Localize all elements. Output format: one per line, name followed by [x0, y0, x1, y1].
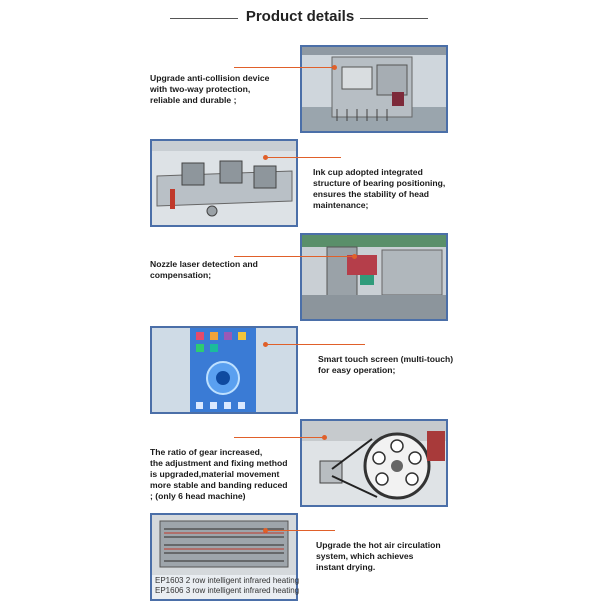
feature-text-touch-screen: Smart touch screen (multi-touch) for easy operation;: [318, 354, 454, 375]
connector-dot-4: [263, 342, 268, 347]
connector-dot-5: [322, 435, 327, 440]
infrared-label-ep1603: EP1603 2 row intelligent infrared heating: [155, 576, 300, 585]
connector-line-5: [234, 437, 324, 438]
connector-dot-2: [263, 155, 268, 160]
page-title: Product details: [245, 8, 355, 25]
connector-line-3: [234, 256, 354, 257]
connector-dot-3: [352, 254, 357, 259]
connector-line-1: [234, 67, 334, 68]
gear-ratio-image: [300, 419, 448, 507]
nozzle-laser-image: [300, 233, 448, 321]
infrared-label-ep1606: EP1606 3 row intelligent infrared heating: [155, 586, 300, 595]
feature-text-hot-air: Upgrade the hot air circulation system, which achieves instant drying.: [316, 540, 441, 572]
anti-collision-image: [300, 45, 448, 133]
connector-line-4: [265, 344, 365, 345]
header: [0, 8, 600, 30]
ink-cup-image: [150, 139, 298, 227]
connector-line-6: [265, 530, 335, 531]
connector-dot-6: [263, 528, 268, 533]
touch-screen-image: [150, 326, 298, 414]
feature-text-nozzle-laser: Nozzle laser detection and compensation;: [150, 259, 258, 280]
feature-text-anti-collision: Upgrade anti-collision device with two-way protection, reliable and durable ;: [150, 73, 270, 105]
connector-dot-1: [332, 65, 337, 70]
title-divider-right: [360, 18, 428, 19]
feature-text-ink-cup: Ink cup adopted integrated structure of bearing positioning, ensures the stability of head maintenance;: [313, 167, 446, 210]
connector-line-2: [265, 157, 341, 158]
feature-text-gear-ratio: The ratio of gear increased, the adjustment and fixing method is upgraded,material movement more stable and banding reduced ; (only 6 head machine): [150, 447, 288, 501]
infrared-heating-labels: [155, 576, 299, 596]
